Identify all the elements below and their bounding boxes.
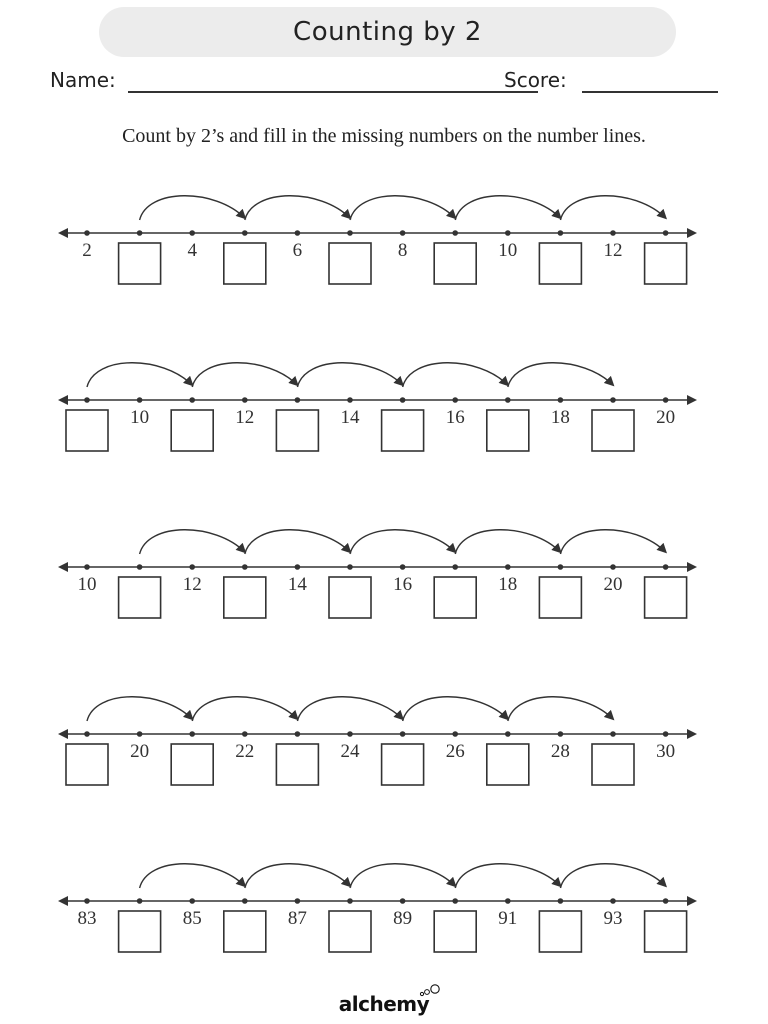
- hop-arrow: [455, 530, 560, 554]
- tick-dot: [242, 397, 248, 403]
- tick-dot: [137, 230, 143, 236]
- number-label: 28: [550, 741, 570, 762]
- left-arrow-icon: [58, 729, 68, 739]
- answer-box[interactable]: [539, 577, 581, 618]
- answer-box[interactable]: [224, 911, 266, 952]
- number-label: 24: [340, 741, 360, 762]
- tick-dot: [558, 397, 564, 403]
- instructions-text: Count by 2’s and fill in the missing numbers on the number lines.: [122, 125, 646, 147]
- answer-box[interactable]: [119, 243, 161, 284]
- answer-box[interactable]: [487, 410, 529, 451]
- answer-box[interactable]: [645, 911, 687, 952]
- score-label: Score:: [504, 68, 567, 92]
- number-label: 20: [656, 407, 676, 428]
- hop-arrow: [403, 363, 508, 387]
- answer-box[interactable]: [487, 744, 529, 785]
- number-line-1: [58, 196, 697, 284]
- footer-brand: [0, 992, 768, 1016]
- tick-dot: [400, 731, 406, 737]
- tick-dot: [558, 731, 564, 737]
- tick-dot: [84, 898, 90, 904]
- tick-dot: [84, 731, 90, 737]
- answer-box[interactable]: [276, 410, 318, 451]
- tick-dot: [610, 230, 616, 236]
- hop-arrow: [297, 697, 402, 721]
- tick-dot: [347, 731, 353, 737]
- hop-arrow: [560, 196, 665, 220]
- number-label: 4: [187, 240, 197, 261]
- number-label: 93: [603, 908, 623, 929]
- tick-dot: [295, 230, 301, 236]
- tick-dot: [452, 397, 458, 403]
- tick-dot: [347, 397, 353, 403]
- tick-dot: [189, 230, 195, 236]
- answer-box[interactable]: [382, 410, 424, 451]
- hop-arrow: [245, 530, 350, 554]
- tick-dot: [452, 731, 458, 737]
- right-arrow-icon: [687, 562, 697, 572]
- tick-dot: [189, 731, 195, 737]
- tick-dot: [242, 731, 248, 737]
- hop-arrow: [192, 697, 297, 721]
- tick-dot: [452, 898, 458, 904]
- tick-dot: [610, 397, 616, 403]
- tick-dot: [400, 898, 406, 904]
- right-arrow-icon: [687, 729, 697, 739]
- number-label: 12: [182, 574, 202, 595]
- tick-dot: [558, 898, 564, 904]
- number-label: 14: [340, 407, 360, 428]
- hop-arrow: [403, 697, 508, 721]
- tick-dot: [452, 564, 458, 570]
- hop-arrow: [560, 864, 665, 888]
- answer-box[interactable]: [276, 744, 318, 785]
- answer-box[interactable]: [224, 577, 266, 618]
- brand-logo-text: alchemy: [338, 992, 430, 1016]
- tick-dot: [663, 731, 669, 737]
- number-label: 8: [397, 240, 408, 261]
- answer-box[interactable]: [592, 744, 634, 785]
- tick-dot: [663, 230, 669, 236]
- hop-arrow: [560, 530, 665, 554]
- number-label: 16: [393, 574, 413, 595]
- right-arrow-icon: [687, 228, 697, 238]
- number-label: 6: [292, 240, 303, 261]
- hop-arrow: [350, 864, 455, 888]
- tick-dot: [189, 397, 195, 403]
- tick-dot: [347, 564, 353, 570]
- hop-arrow: [508, 697, 613, 721]
- tick-dot: [84, 397, 90, 403]
- number-label: 30: [656, 741, 676, 762]
- number-label: 10: [77, 574, 97, 595]
- page-title: Counting by 2: [293, 17, 482, 47]
- number-label: 12: [235, 407, 255, 428]
- tick-dot: [558, 230, 564, 236]
- left-arrow-icon: [58, 562, 68, 572]
- tick-dot: [295, 564, 301, 570]
- number-label: 18: [550, 407, 570, 428]
- hop-arrow: [455, 864, 560, 888]
- answer-box[interactable]: [329, 577, 371, 618]
- answer-box[interactable]: [645, 243, 687, 284]
- number-label: 20: [130, 741, 150, 762]
- number-label: 16: [445, 407, 465, 428]
- tick-dot: [242, 898, 248, 904]
- number-line-2: [58, 363, 697, 451]
- tick-dot: [295, 731, 301, 737]
- answer-box[interactable]: [329, 243, 371, 284]
- number-label: 10: [498, 240, 518, 261]
- number-label: 2: [82, 240, 92, 261]
- tick-dot: [505, 731, 511, 737]
- tick-dot: [505, 397, 511, 403]
- left-arrow-icon: [58, 228, 68, 238]
- answer-box[interactable]: [66, 744, 108, 785]
- tick-dot: [295, 898, 301, 904]
- tick-dot: [505, 230, 511, 236]
- name-label: Name:: [50, 68, 116, 92]
- answer-box[interactable]: [66, 410, 108, 451]
- hop-arrow: [87, 363, 192, 387]
- number-label: 14: [287, 574, 307, 595]
- tick-dot: [452, 230, 458, 236]
- hop-arrow: [245, 196, 350, 220]
- number-line-4: [58, 697, 697, 785]
- tick-dot: [189, 898, 195, 904]
- answer-box[interactable]: [119, 911, 161, 952]
- number-label: 18: [498, 574, 518, 595]
- number-label: 10: [130, 407, 150, 428]
- answer-box[interactable]: [539, 911, 581, 952]
- tick-dot: [137, 898, 143, 904]
- answer-box[interactable]: [382, 744, 424, 785]
- tick-dot: [400, 397, 406, 403]
- tick-dot: [663, 397, 669, 403]
- tick-dot: [505, 898, 511, 904]
- tick-dot: [295, 397, 301, 403]
- tick-dot: [84, 564, 90, 570]
- hop-arrow: [297, 363, 402, 387]
- answer-box[interactable]: [539, 243, 581, 284]
- number-label: 85: [182, 908, 202, 929]
- hop-arrow: [192, 363, 297, 387]
- tick-dot: [137, 564, 143, 570]
- tick-dot: [347, 230, 353, 236]
- tick-dot: [505, 564, 511, 570]
- number-label: 22: [235, 741, 255, 762]
- answer-box[interactable]: [119, 577, 161, 618]
- tick-dot: [400, 230, 406, 236]
- hop-arrow: [245, 864, 350, 888]
- tick-dot: [663, 564, 669, 570]
- answer-box[interactable]: [224, 243, 266, 284]
- answer-box[interactable]: [171, 744, 213, 785]
- hop-arrow: [140, 196, 245, 220]
- hop-arrow: [455, 196, 560, 220]
- tick-dot: [84, 230, 90, 236]
- bubbles-icon: [419, 984, 441, 998]
- right-arrow-icon: [687, 395, 697, 405]
- tick-dot: [137, 397, 143, 403]
- answer-box[interactable]: [434, 911, 476, 952]
- hop-arrow: [350, 530, 455, 554]
- tick-dot: [137, 731, 143, 737]
- number-label: 91: [498, 908, 518, 929]
- left-arrow-icon: [58, 896, 68, 906]
- answer-box[interactable]: [434, 577, 476, 618]
- hop-arrow: [87, 697, 192, 721]
- hop-arrow: [508, 363, 613, 387]
- tick-dot: [242, 564, 248, 570]
- number-label: 83: [77, 908, 97, 929]
- tick-dot: [558, 564, 564, 570]
- left-arrow-icon: [58, 395, 68, 405]
- number-label: 87: [287, 908, 307, 929]
- number-label: 26: [445, 741, 465, 762]
- tick-dot: [663, 898, 669, 904]
- number-label: 12: [603, 240, 623, 261]
- number-line-5: [58, 864, 697, 952]
- hop-arrow: [140, 530, 245, 554]
- tick-dot: [610, 731, 616, 737]
- tick-dot: [347, 898, 353, 904]
- hop-arrow: [140, 864, 245, 888]
- tick-dot: [400, 564, 406, 570]
- tick-dot: [242, 230, 248, 236]
- number-label: 89: [393, 908, 413, 929]
- right-arrow-icon: [687, 896, 697, 906]
- answer-box[interactable]: [592, 410, 634, 451]
- number-line-3: [58, 530, 697, 618]
- answer-box[interactable]: [434, 243, 476, 284]
- answer-box[interactable]: [645, 577, 687, 618]
- hop-arrow: [350, 196, 455, 220]
- answer-box[interactable]: [171, 410, 213, 451]
- number-label: 20: [603, 574, 623, 595]
- tick-dot: [610, 564, 616, 570]
- tick-dot: [610, 898, 616, 904]
- answer-box[interactable]: [329, 911, 371, 952]
- tick-dot: [189, 564, 195, 570]
